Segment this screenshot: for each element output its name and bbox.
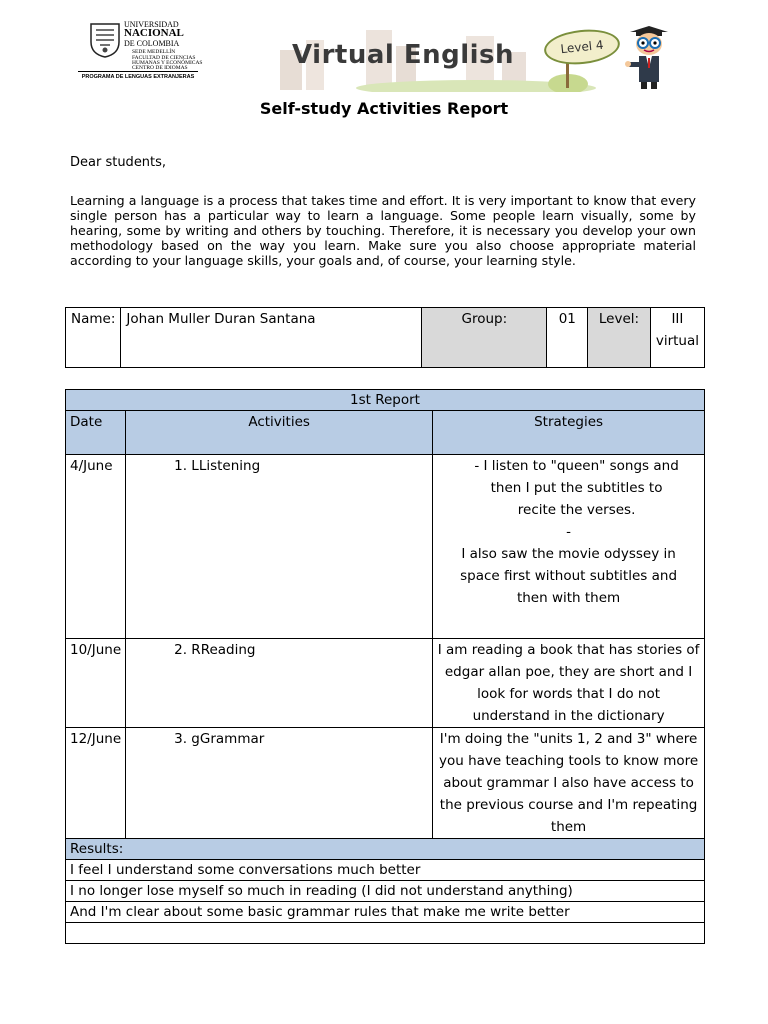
report-heading [66,390,705,411]
row-date: 12/June [66,728,126,839]
level-value: III virtual [650,308,704,368]
result-item-empty [66,923,705,944]
university-line-5: FACULTAD DE CIENCIAS [132,55,196,61]
result-item: I no longer lose myself so much in reading (I did not understand anything) [66,881,705,902]
strategy-text-1: - I listen to "queen" songs and then I put the subtitles to recite the verses. [474,458,679,518]
row-date: 10/June [66,639,126,728]
report-heading-text: 1st Report [350,392,420,408]
result-item: I feel I understand some conversations much better [66,860,705,881]
table-row [66,455,705,639]
row-strategy: I'm doing the "units 1, 2 and 3" where you have teaching tools to know more about grammar I also have access to the previous course and I'm repeating them [433,728,705,839]
university-line-4: SEDE MEDELLÍN [132,49,176,55]
results-label: Results: [66,839,705,860]
intro-paragraph: Learning a language is a process that takes time and effort. It is very important to know that every single person has a particular way to learn a language. Some people learn visually, some by hearing, some by writing and others by touching. Therefore, it is necessary you develop your own methodology based on the way you learn. Make sure you also choose appropriate material according to your language skills, your goals and, of course, your learning style. [70,193,696,268]
banner-title: Virtual English [292,40,515,70]
report-table [65,389,705,944]
name-value: Johan Muller Duran Santana [121,308,422,368]
column-header-date: Date [66,411,126,455]
graduate-mascot-icon [622,24,678,90]
group-value: 01 [547,308,588,368]
greeting: Dear students, [70,155,167,170]
university-line-2: NACIONAL [124,27,184,39]
university-line-6: HUMANAS Y ECONÓMICAS [132,60,203,66]
row-strategy [433,455,705,639]
result-item: And I'm clear about some basic grammar rules that make me write better [66,902,705,923]
virtual-english-banner [276,22,690,92]
name-label: Name: [66,308,121,368]
level-label: Level: [588,308,651,368]
page-title: Self-study Activities Report [259,99,509,118]
strategy-text-3: I also saw the movie odyssey in space first without subtitles and then with them [460,546,678,606]
logo-divider [78,71,198,72]
university-line-3: DE COLOMBIA [124,39,180,48]
row-date: 4/June [66,455,126,639]
university-line-1: UNIVERSIDAD [124,20,179,29]
strategy-text-2: - [566,524,571,540]
group-label: Group: [422,308,547,368]
row-activity: 3. gGrammar [126,728,433,839]
university-seal-icon [88,20,122,58]
student-info-table [65,307,705,368]
row-activity: 2. RReading [126,639,433,728]
row-activity: 1. LListening [126,455,433,639]
column-header-strategies: Strategies [433,411,705,455]
column-header-activities: Activities [126,411,433,455]
university-program: PROGRAMA DE LENGUAS EXTRANJERAS [81,74,195,80]
table-row [66,728,705,839]
table-row [66,639,705,728]
row-strategy: I am reading a book that has stories of edgar allan poe, they are short and I look for words that I do not understand in the dictionary [433,639,705,728]
university-logo [78,18,203,82]
university-line-7: CENTRO DE IDIOMAS [132,65,188,71]
banner-level-badge: Level 4 [542,26,621,68]
